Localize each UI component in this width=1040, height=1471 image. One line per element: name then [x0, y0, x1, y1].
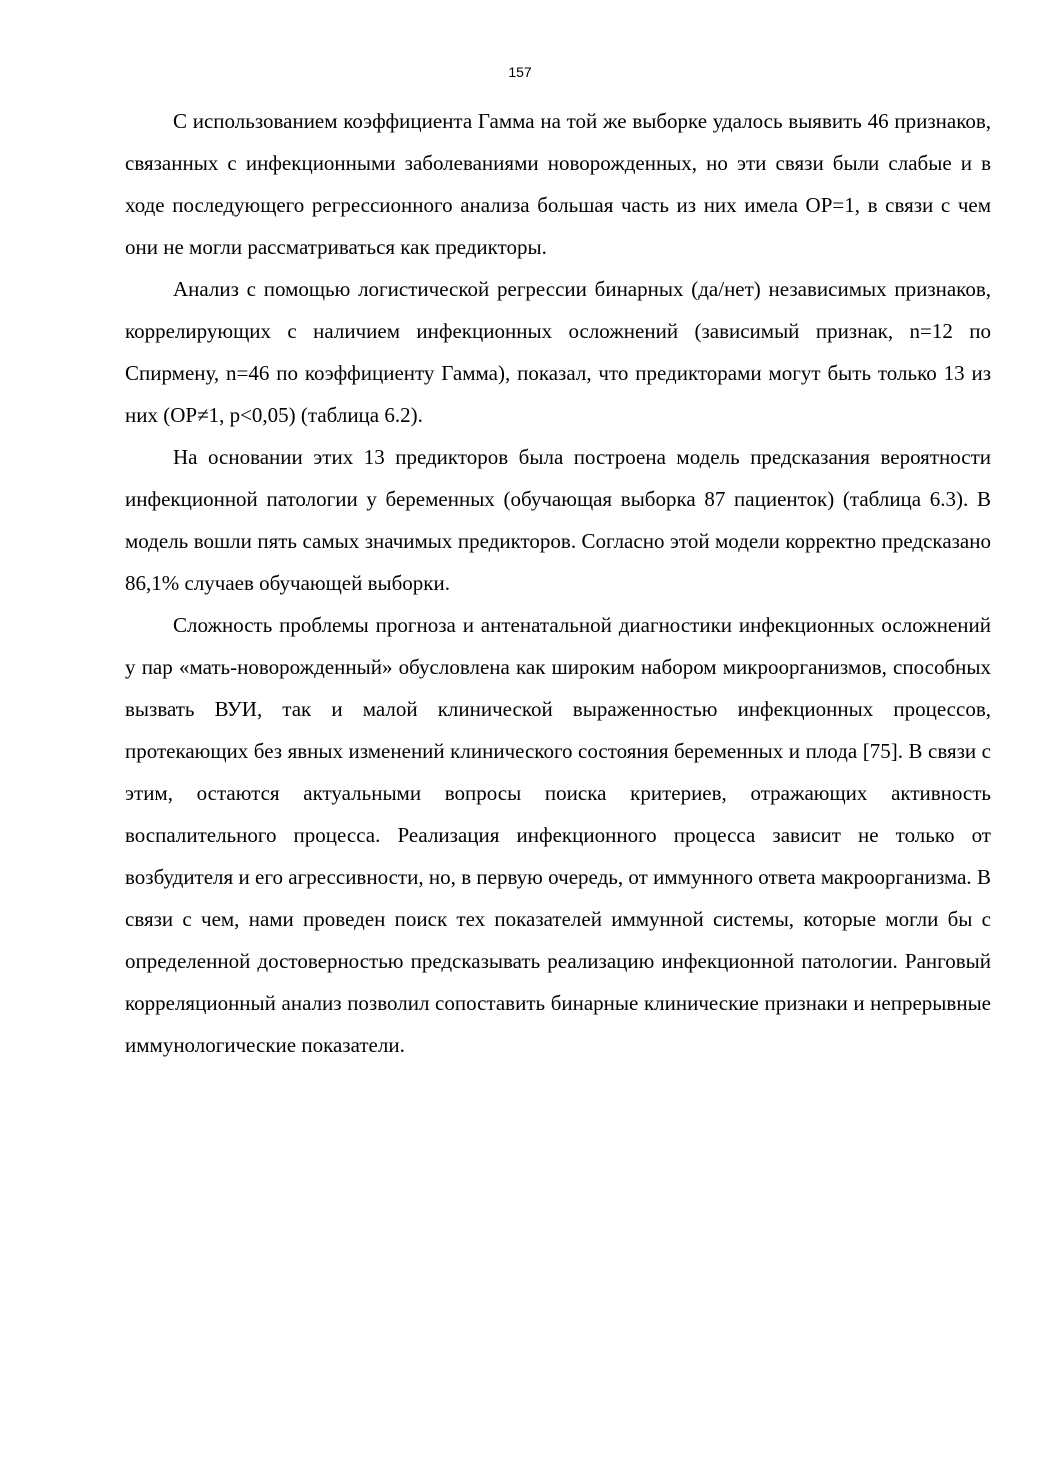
page-number: 157 [508, 64, 532, 80]
paragraph-gamma-coefficient: С использованием коэффициента Гамма на той же выборке удалось выявить 46 признаков, связанных с инфекционными заболеваниями новорожденных, но эти связи были слабые и в ходе последующего регрессионного анализа большая часть из них имела ОР=1, в связи с чем они не могли рассматриваться как предикторы. [125, 109, 991, 259]
paragraph-logistic-regression: Анализ с помощью логистической регрессии бинарных (да/нет) независимых признаков, коррелирующих с наличием инфекционных осложнений (зависимый признак, n=12 по Спирмену, n=46 по коэффициенту Гамма), показал, что предикторами могут быть только 13 из них (ОР≠1, р<0,05) (таблица 6.2). [125, 277, 991, 427]
paragraph-prediction-model: На основании этих 13 предикторов была построена модель предсказания вероятности инфекционной патологии у беременных (обучающая выборка 87 пациенток) (таблица 6.3). В модель вошли пять самых значимых предикторов. Согласно этой модели корректно предсказано 86,1% случаев обучающей выборки. [125, 445, 991, 595]
paragraph-prognosis-complexity: Сложность проблемы прогноза и антенатальной диагностики инфекционных осложнений у пар «мать-новорожденный» обусловлена как широким набором микроорганизмов, способных вызвать ВУИ, так и малой клинической выраженностью инфекционных процессов, протекающих без явных изменений клинического состояния беременных и плода [75]. В связи с этим, остаются актуальными вопросы поиска критериев, отражающих активность воспалительного процесса. Реализация инфекционного процесса зависит не только от возбудителя и его агрессивности, но, в первую очередь, от иммунного ответа макроорганизма. В связи с чем, нами проведен поиск тех показателей иммунной системы, которые могли бы с определенной достоверностью предсказывать реализацию инфекционной патологии. Ранговый корреляционный анализ позволил сопоставить бинарные клинические признаки и непрерывные иммунологические показатели. [125, 613, 991, 1057]
body-text [125, 100, 991, 1066]
